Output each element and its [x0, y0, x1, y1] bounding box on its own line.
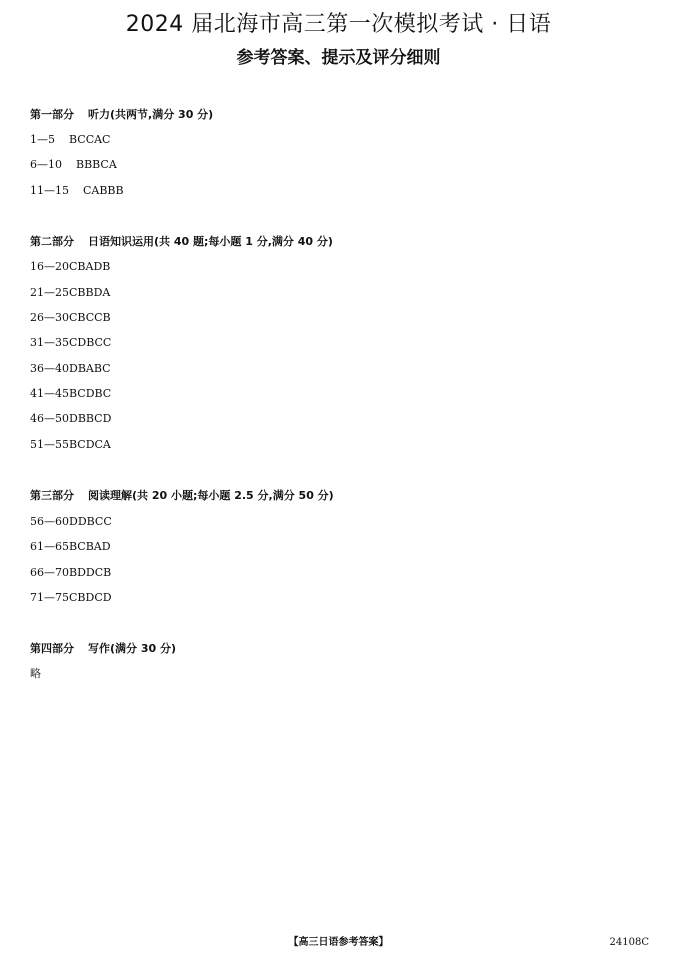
answer-line: 21—25CBBDA	[30, 286, 111, 299]
section-description: 日语知识运用(共 40 题;每小题 1 分,满分 40 分)	[88, 235, 333, 248]
section-note: 略	[30, 667, 41, 680]
page-subtitle: 参考答案、提示及评分细则	[236, 48, 441, 68]
answer-line: 51—55BCDCA	[30, 438, 111, 451]
section-name: 第二部分	[30, 235, 74, 248]
section-heading	[30, 489, 334, 503]
answer-line: 61—65BCBAD	[30, 540, 111, 553]
section-heading	[30, 235, 333, 249]
answer-line: 36—40DBABC	[30, 362, 111, 375]
answer-line: 41—45BCDBC	[30, 387, 112, 400]
answer-line: 11—15 CABBB	[30, 184, 124, 197]
answer-line: 31—35CDBCC	[30, 336, 112, 349]
answer-line: 66—70BDDCB	[30, 566, 112, 579]
section-name: 第三部分	[30, 489, 74, 502]
section-heading	[30, 642, 176, 656]
answer-line: 6—10 BBBCA	[30, 158, 117, 171]
answer-line: 56—60DDBCC	[30, 515, 112, 528]
page-title: 2024 届北海市高三第一次模拟考试 · 日语	[125, 12, 552, 37]
section-description: 写作(满分 30 分)	[88, 642, 177, 655]
answer-line: 1—5 BCCAC	[30, 133, 111, 146]
section-description: 阅读理解(共 20 小题;每小题 2.5 分,满分 50 分)	[88, 489, 334, 502]
document-code: 24108C	[609, 937, 649, 948]
answer-line: 16—20CBADB	[30, 260, 111, 273]
answer-line: 26—30CBCCB	[30, 311, 111, 324]
section-description: 听力(共两节,满分 30 分)	[88, 108, 214, 121]
section-name: 第一部分	[30, 108, 74, 121]
section-name: 第四部分	[30, 642, 74, 655]
answer-line: 71—75CBDCD	[30, 591, 112, 604]
footer-label: 【高三日语参考答案】	[288, 937, 389, 948]
section-heading	[30, 108, 213, 122]
answer-line: 46—50DBBCD	[30, 412, 112, 425]
